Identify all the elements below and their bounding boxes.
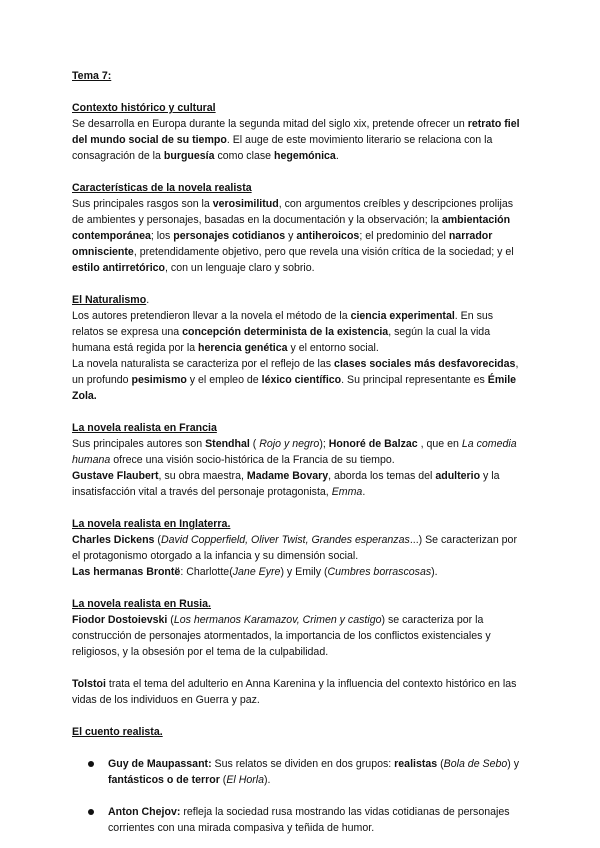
bold-text: herencia genética: [198, 342, 288, 354]
text-run: , aborda los temas del: [328, 470, 436, 482]
text-run: . Su principal representante es: [341, 374, 488, 386]
bold-text: Guy de Maupassant:: [108, 758, 212, 770]
text-run: ) y Emily (: [280, 566, 328, 578]
text-run: y la insatisfacción vital a través del personaje protagonista,: [72, 470, 500, 498]
section-heading-contexto: Contexto histórico y cultural: [72, 102, 216, 114]
text-run: (: [167, 614, 174, 626]
bold-text: Émile Zola.: [72, 374, 517, 402]
text-run: , pretendidamente objetivo, pero que revela una visión crítica de la sociedad; y el: [133, 246, 514, 258]
text-run: y el empleo de: [186, 374, 262, 386]
bold-text: Honoré de Balzac: [328, 438, 418, 450]
text-run: ; los: [150, 230, 174, 242]
section-heading-francia: La novela realista en Francia: [72, 422, 217, 434]
bold-text: concepción determinista de la existencia: [182, 326, 389, 338]
text-run: refleja la sociedad rusa mostrando las vidas cotidianas de personajes corrientes con una mirada compasiva y teñida de humor.: [108, 806, 510, 834]
bold-text: Charles Dickens: [72, 534, 155, 546]
text-run: ).: [264, 774, 271, 786]
list-item: [72, 804, 524, 836]
text-run: .: [335, 150, 339, 162]
paragraph-naturalismo-2: [72, 356, 524, 404]
bold-text: hegemónica: [273, 150, 336, 162]
text-run: , un profundo: [72, 358, 519, 386]
text-run: (: [437, 758, 444, 770]
bold-text: Madame Bovary: [246, 470, 329, 482]
cuento-list: [72, 756, 524, 836]
bold-text: narrador omnisciente: [72, 230, 493, 258]
bold-text: Stendhal: [205, 438, 250, 450]
paragraph-naturalismo-1: [72, 308, 524, 356]
text-run: Sus principales autores son: [72, 438, 206, 450]
text-run: ...) Se caracterizan por el protagonismo otorgado a la infancia y su dimensión social.: [72, 534, 517, 562]
bold-text: ambientación contemporánea: [72, 214, 511, 242]
text-run: : Charlotte(: [180, 566, 233, 578]
paragraph-rusia-2: [72, 676, 524, 708]
text-run: (: [219, 774, 227, 786]
naturalismo-heading-period: .: [146, 294, 150, 306]
bold-text: fantásticos o de terror: [108, 774, 220, 786]
italic-text: Rojo y negro: [259, 438, 320, 450]
text-run: trata el tema del adulterio en Anna Karenina y la influencia del contexto histórico en las vidas de los individuos en Guerra y paz.: [72, 678, 517, 706]
section-heading-caracteristicas: Características de la novela realista: [72, 182, 252, 194]
section-heading-cuento: El cuento realista.: [72, 726, 163, 738]
list-item: [72, 756, 524, 788]
bullet-icon: [88, 809, 94, 815]
text-run: como clase: [214, 150, 274, 162]
paragraph-rusia-1: [72, 612, 524, 660]
bold-text: clases sociales más desfavorecidas: [334, 358, 516, 370]
bold-text: Fiodor Dostoievski: [72, 614, 168, 626]
text-run: . En sus relatos se expresa una: [72, 310, 494, 338]
bold-text: personajes cotidianos: [173, 230, 286, 242]
bold-text: pesimismo: [131, 374, 187, 386]
bold-text: Las hermanas Brontë: [72, 566, 181, 578]
paragraph-contexto: [72, 116, 524, 164]
text-run: ; el predominio del: [359, 230, 449, 242]
italic-text: Emma: [331, 486, 363, 498]
list-item-text: [108, 758, 519, 786]
paragraph-francia-2: [72, 468, 524, 500]
section-heading-inglaterra: La novela realista en Inglaterra.: [72, 518, 231, 530]
text-run: , según la cual la vida humana está regida por la: [72, 326, 491, 354]
italic-text: El Horla: [226, 774, 265, 786]
text-run: y el entorno social.: [287, 342, 379, 354]
text-run: ) se caracteriza por la construcción de personajes atormentados, la importancia de los conflictos existenciales y religiosos, y la obsesión por el tema de la culpabilidad.: [72, 614, 491, 658]
text-run: , con argumentos creíbles y descripciones prolijas de ambientes y personajes, basadas en la documentación y la observación; la: [72, 198, 514, 226]
italic-text: Jane Eyre: [232, 566, 281, 578]
bold-text: antiheroicos: [296, 230, 360, 242]
naturalismo-heading-text: El Naturalismo: [72, 294, 147, 306]
bold-text: estilo antirretórico: [72, 262, 166, 274]
bold-text: léxico científico: [261, 374, 342, 386]
bold-text: Anton Chejov:: [108, 806, 181, 818]
text-run: (: [249, 438, 260, 450]
text-run: , con un lenguaje claro y sobrio.: [165, 262, 315, 274]
bold-text: burguesía: [163, 150, 215, 162]
bold-text: ciencia experimental: [350, 310, 455, 322]
list-item-text: [108, 806, 510, 834]
section-heading-naturalismo: [72, 292, 524, 308]
bold-text: adulterio: [435, 470, 481, 482]
bold-text: Gustave Flaubert: [72, 470, 159, 482]
text-run: , su obra maestra,: [158, 470, 247, 482]
text-run: Sus principales rasgos son la: [72, 198, 213, 210]
paragraph-caracteristicas: [72, 196, 524, 276]
text-run: ofrece una visión socio-histórica de la Francia de su tiempo.: [110, 454, 395, 466]
text-run: Los autores pretendieron llevar a la novela el método de la: [72, 310, 351, 322]
italic-text: Cumbres borrascosas: [327, 566, 432, 578]
paragraph-inglaterra-1: [72, 532, 524, 564]
italic-text: David Copperfield, Oliver Twist, Grandes esperanzas: [160, 534, 410, 546]
text-run: (: [154, 534, 161, 546]
bold-text: retrato fiel del mundo social de su tiempo: [72, 118, 520, 146]
text-run: , que en: [417, 438, 462, 450]
bold-text: realistas: [394, 758, 438, 770]
bold-text: Tolstoi: [72, 678, 106, 690]
text-run: ).: [431, 566, 438, 578]
text-run: ) y: [507, 758, 520, 770]
section-heading-rusia: La novela realista en Rusia.: [72, 598, 211, 610]
italic-text: Bola de Sebo: [443, 758, 508, 770]
paragraph-francia-1: [72, 436, 524, 468]
text-run: . El auge de este movimiento literario se relaciona con la consagración de la: [72, 134, 493, 162]
text-run: y: [285, 230, 297, 242]
text-run: .: [362, 486, 366, 498]
text-run: Se desarrolla en Europa durante la segunda mitad del siglo xix, pretende ofrecer un: [72, 118, 468, 130]
page-title: Tema 7:: [72, 70, 112, 82]
italic-text: La comedia humana: [72, 438, 517, 466]
document-page: [72, 68, 524, 836]
bullet-icon: [88, 761, 94, 767]
paragraph-inglaterra-2: [72, 564, 524, 580]
text-run: La novela naturalista se caracteriza por el reflejo de las: [72, 358, 335, 370]
text-run: Sus relatos se dividen en dos grupos:: [211, 758, 395, 770]
bold-text: verosimilitud: [212, 198, 279, 210]
text-run: );: [319, 438, 329, 450]
italic-text: Los hermanos Karamazov, Crimen y castigo: [173, 614, 382, 626]
